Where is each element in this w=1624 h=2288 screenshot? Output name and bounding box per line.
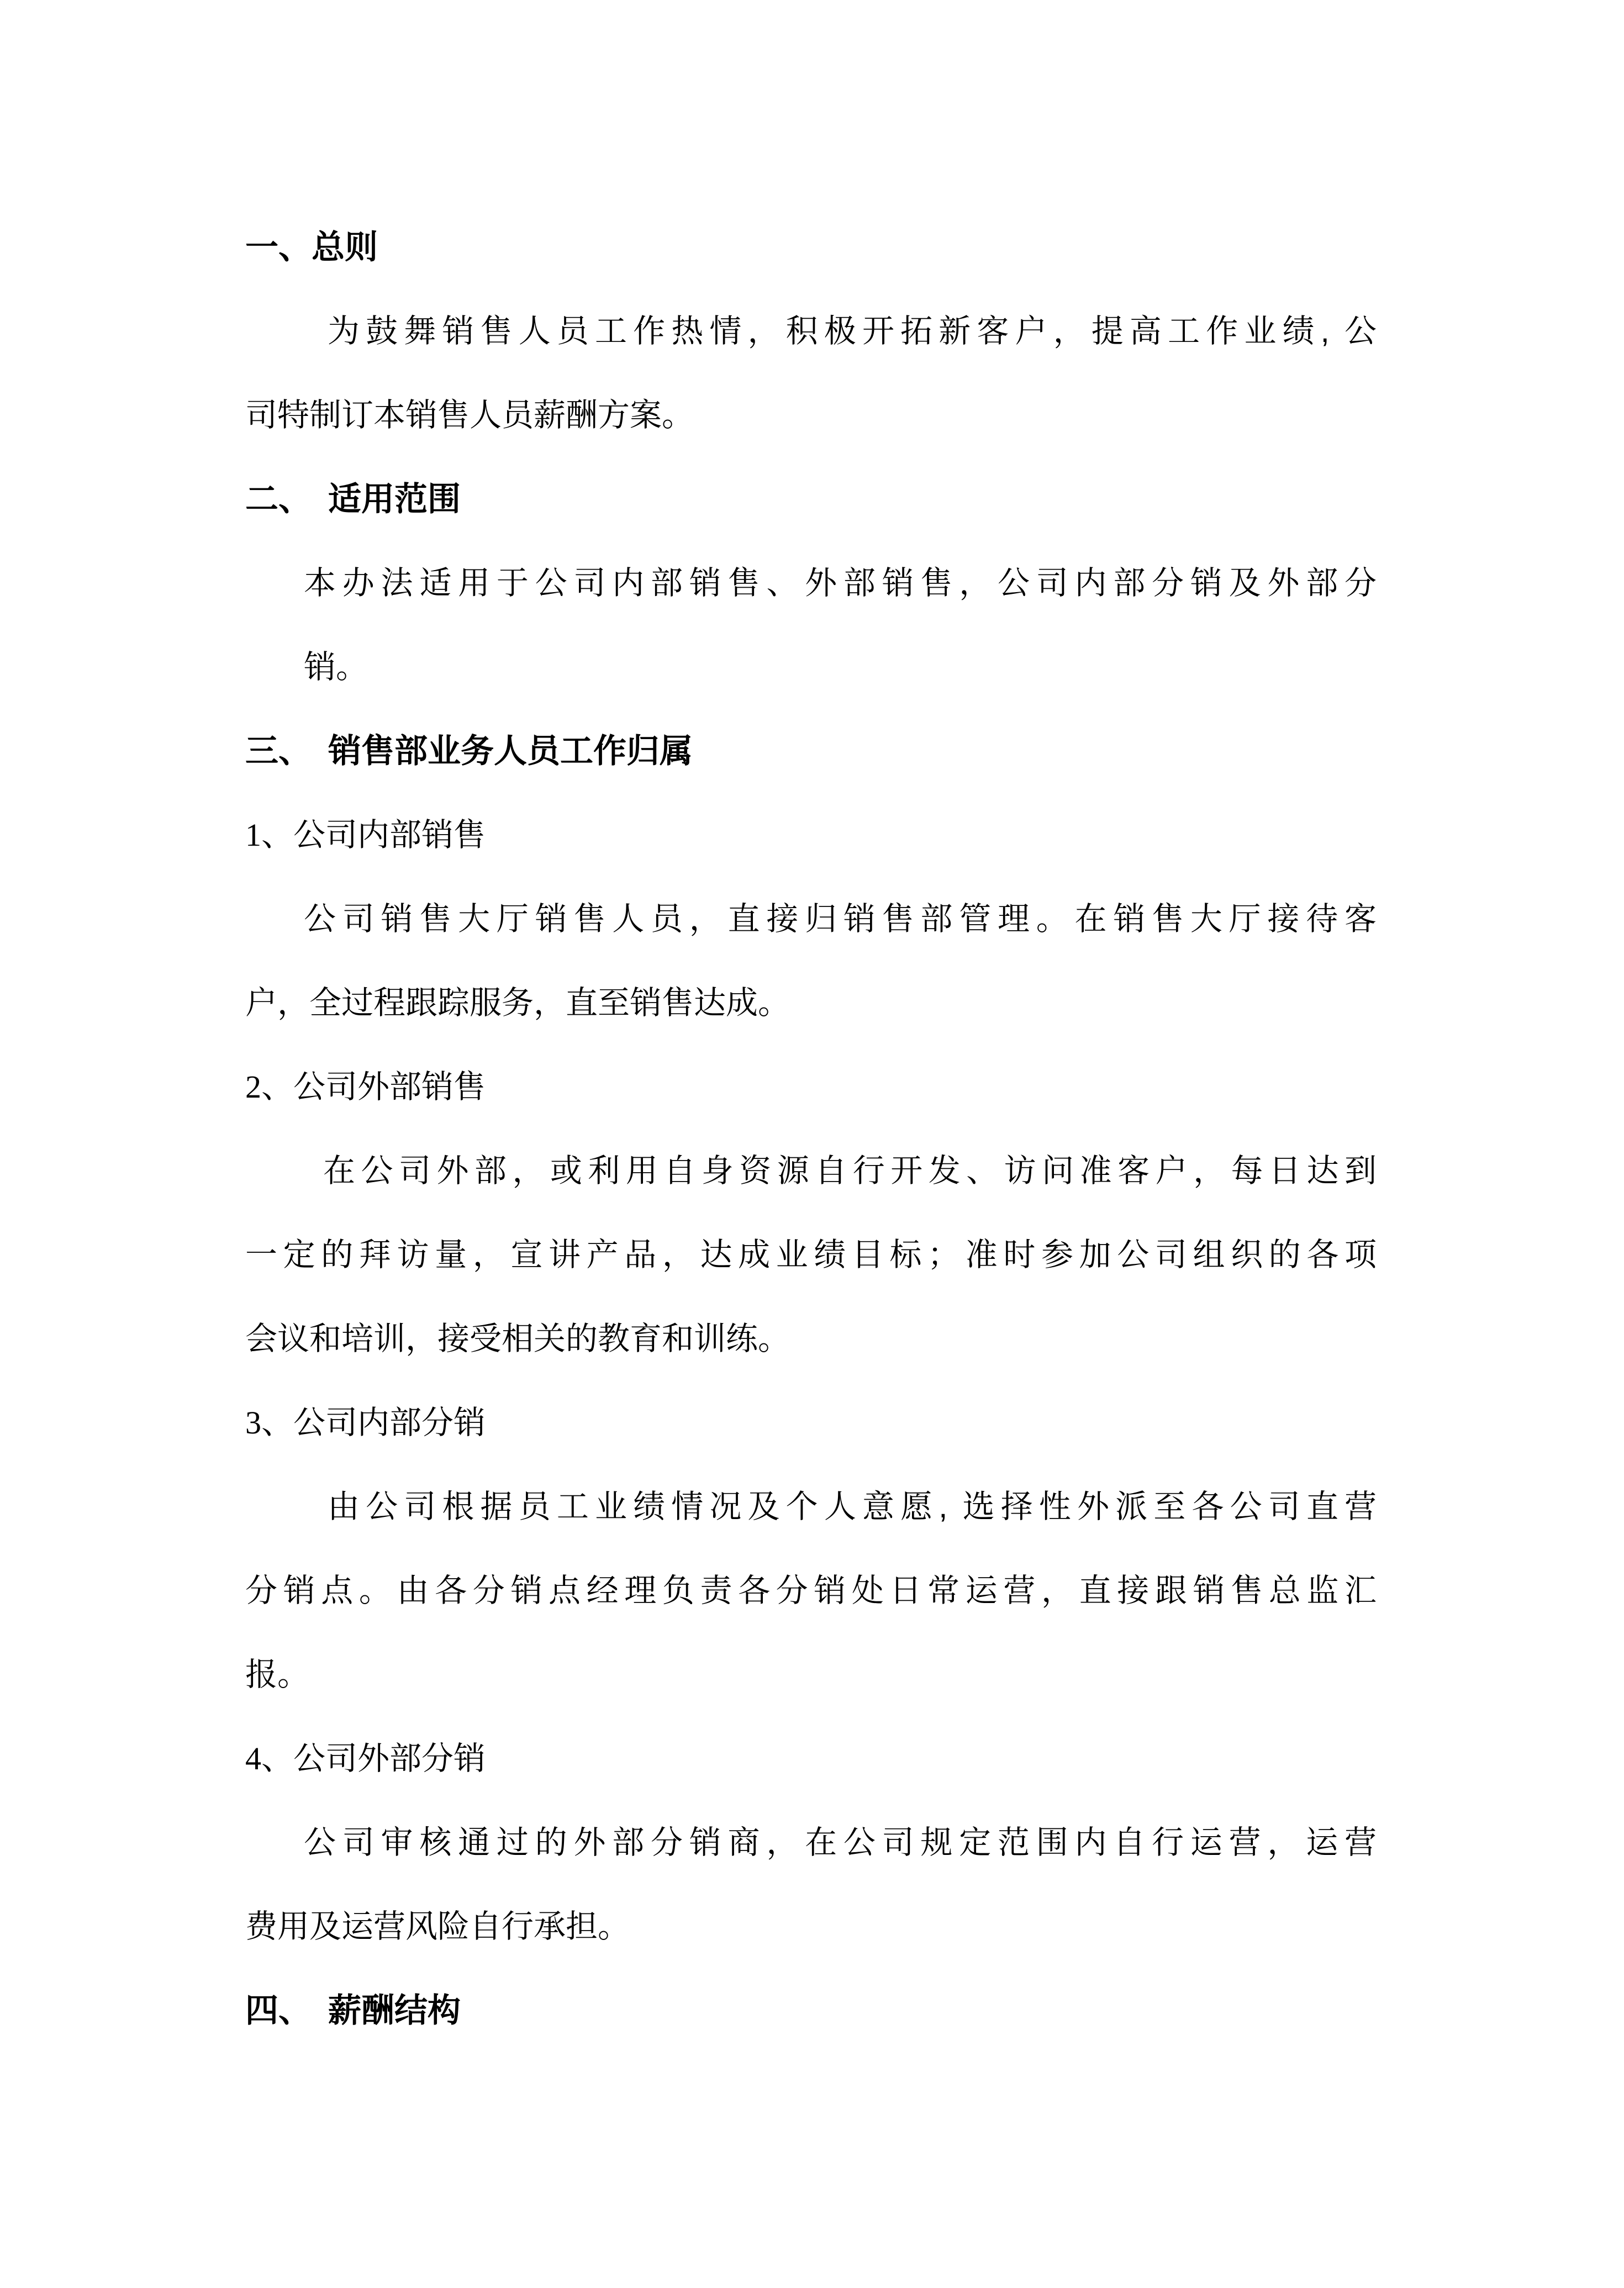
body-line: 户，全过程跟踪服务，直至销售达成。 bbox=[245, 985, 790, 1021]
document-body bbox=[245, 205, 1377, 2053]
list-item-title: 公司外部销售 bbox=[293, 1069, 486, 1105]
body-line: 一定的拜访量，宣讲产品，达成业绩目标；准时参加公司组织的各项 bbox=[245, 1237, 1377, 1273]
list-item-number: 1 bbox=[245, 817, 261, 853]
list-item-separator: 、 bbox=[261, 1741, 294, 1776]
section-heading-2: 二、 适用范围 bbox=[245, 481, 461, 518]
body-line: 分销点。由各分销点经理负责各分销处日常运营，直接跟销售总监汇 bbox=[245, 1573, 1377, 1609]
body-line: 司特制订本销售人员薪酬方案。 bbox=[245, 397, 694, 433]
list-item-1 bbox=[245, 793, 1377, 877]
list-item-number: 3 bbox=[245, 1405, 261, 1441]
list-item-separator: 、 bbox=[261, 817, 294, 853]
list-item-4 bbox=[245, 1717, 1377, 1801]
section-heading-3: 三、 销售部业务人员工作归属 bbox=[245, 732, 693, 769]
list-item-2 bbox=[245, 1045, 1377, 1129]
body-line: 公司销售大厅销售人员，直接归销售部管理。在销售大厅接待客 bbox=[304, 901, 1377, 937]
body-line: 销。 bbox=[304, 649, 368, 685]
body-line: 报。 bbox=[245, 1657, 310, 1693]
body-line: 由公司根据员工业绩情况及个人意愿, 选择性外派至各公司直营 bbox=[328, 1489, 1377, 1525]
list-item-number: 2 bbox=[245, 1069, 261, 1105]
list-item-title: 公司内部分销 bbox=[293, 1405, 486, 1441]
list-item-title: 公司外部分销 bbox=[293, 1741, 486, 1776]
list-item-3 bbox=[245, 1381, 1377, 1465]
list-item-separator: 、 bbox=[261, 1405, 294, 1441]
section-heading-4: 四、 薪酬结构 bbox=[245, 1992, 461, 2029]
list-item-title: 公司内部销售 bbox=[293, 817, 486, 853]
body-line: 会议和培训，接受相关的教育和训练。 bbox=[245, 1321, 790, 1357]
body-line: 费用及运营风险自行承担。 bbox=[245, 1909, 630, 1944]
body-line: 在公司外部，或利用自身资源自行开发、访问准客户，每日达到 bbox=[323, 1153, 1377, 1189]
section-heading-1: 一、总则 bbox=[245, 229, 378, 266]
list-item-separator: 、 bbox=[261, 1069, 294, 1105]
body-line: 公司审核通过的外部分销商，在公司规定范围内自行运营，运营 bbox=[304, 1825, 1377, 1860]
body-line: 为鼓舞销售人员工作热情，积极开拓新客户，提高工作业绩, 公 bbox=[328, 313, 1377, 349]
body-line: 本办法适用于公司内部销售、外部销售，公司内部分销及外部分 bbox=[304, 565, 1377, 601]
list-item-number: 4 bbox=[245, 1741, 261, 1776]
